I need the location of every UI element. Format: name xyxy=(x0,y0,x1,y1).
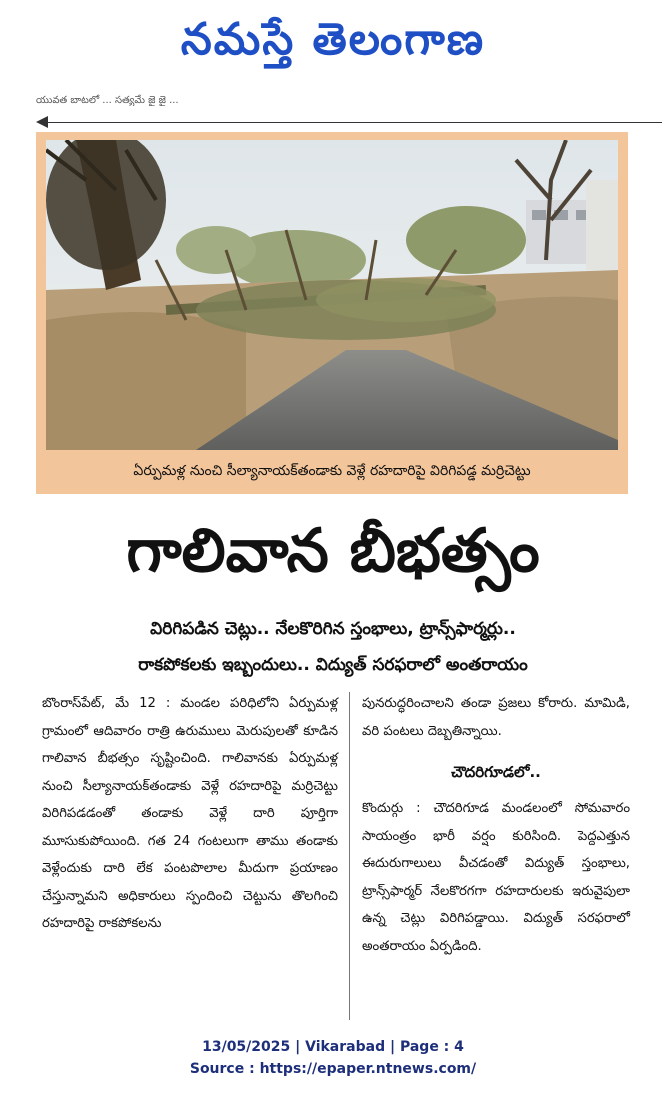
photo-frame xyxy=(36,132,628,494)
page-footer xyxy=(0,1036,666,1080)
fallen-tree-illustration xyxy=(46,140,618,450)
right-column-bottom-text: కొందుర్గు : చౌదరిగూడ మండలంలో సోమవారం సాయంత్రం భారీ వర్షం కురిసింది. పెద్దఎత్తున ఈదురుగాలులు వీచడంతో విద్యుత్ స్తంభాలు, ట్రాన్స్‌ఫార్మర్ నేలకొరగగా రహదారులకు ఇరువైపులా ఉన్న చెట్లు విరిగిపడ్డాయి. విద్యుత్ సరఫరాలో అంతరాయం ఏర్పడింది. xyxy=(362,801,630,954)
article-left-column xyxy=(42,690,338,938)
article-headline: గాలివాన బీభత్సం xyxy=(126,516,540,586)
column-divider xyxy=(349,692,350,1020)
footer-date-edition: 13/05/2025 | Vikarabad | Page : 4 xyxy=(202,1039,464,1055)
article-deck-line-2: రాకపోకలకు ఇబ్బందులు.. విద్యుత్ సరఫరాలో అంతరాయం xyxy=(138,655,528,675)
footer-source-link[interactable]: Source : https://epaper.ntnews.com/ xyxy=(189,1061,477,1077)
article-deck-line-1: విరిగిపడిన చెట్లు.. నేలకొరిగిన స్తంభాలు, ట్రాన్స్‌ఫార్మర్లు.. xyxy=(150,619,516,639)
fallen-tree-photo xyxy=(46,140,618,450)
left-column-text: బొంరాస్‌పేట్, మే 12 : మండల పరిధిలోని ఏర్పుమళ్ల గ్రామంలో ఆదివారం రాత్రి ఉరుములు మెరుపులతో కూడిన గాలివాన బీభత్సం సృష్టించింది. గాలివానకు ఏర్పుమళ్ల నుంచి సీల్యానాయక్‌తండాకు వెళ్లే రహదారిపై మర్రిచెట్టు విరిగిపడడంతో తండాకు వెళ్లే దారి పూర్తిగా మూసుకుపోయింది. గత 24 గంటలుగా తాము తండాకు వెళ్లేందుకు దారి లేక పంటపొలాల మీదుగా ప్రయాణం చేస్తున్నామని అధికారులు స్పందించి చెట్టును తొలగించి రహదారిపై రాకపోకలను xyxy=(42,696,338,931)
clipped-text-strip: యువత బాటలో ... సత్యమే జై జై ... xyxy=(36,95,179,106)
arrow-rule xyxy=(40,122,662,123)
photo-caption: ఏర్పుమళ్ల నుంచి సీల్యానాయక్‌తండాకు వెళ్లే రహదారిపై విరిగిపడ్డ మర్రిచెట్టు xyxy=(133,463,531,479)
right-column-top-text: పునరుద్ధరించాలని తండా ప్రజలు కోరారు. మామిడి, వరి పంటలు దెబ్బతిన్నాయి. xyxy=(362,696,630,739)
section-subhead: చౌదరిగూడలో.. xyxy=(451,763,541,781)
article-right-column xyxy=(362,690,630,960)
newspaper-masthead: నమస్తే తెలంగాణ xyxy=(180,14,486,65)
